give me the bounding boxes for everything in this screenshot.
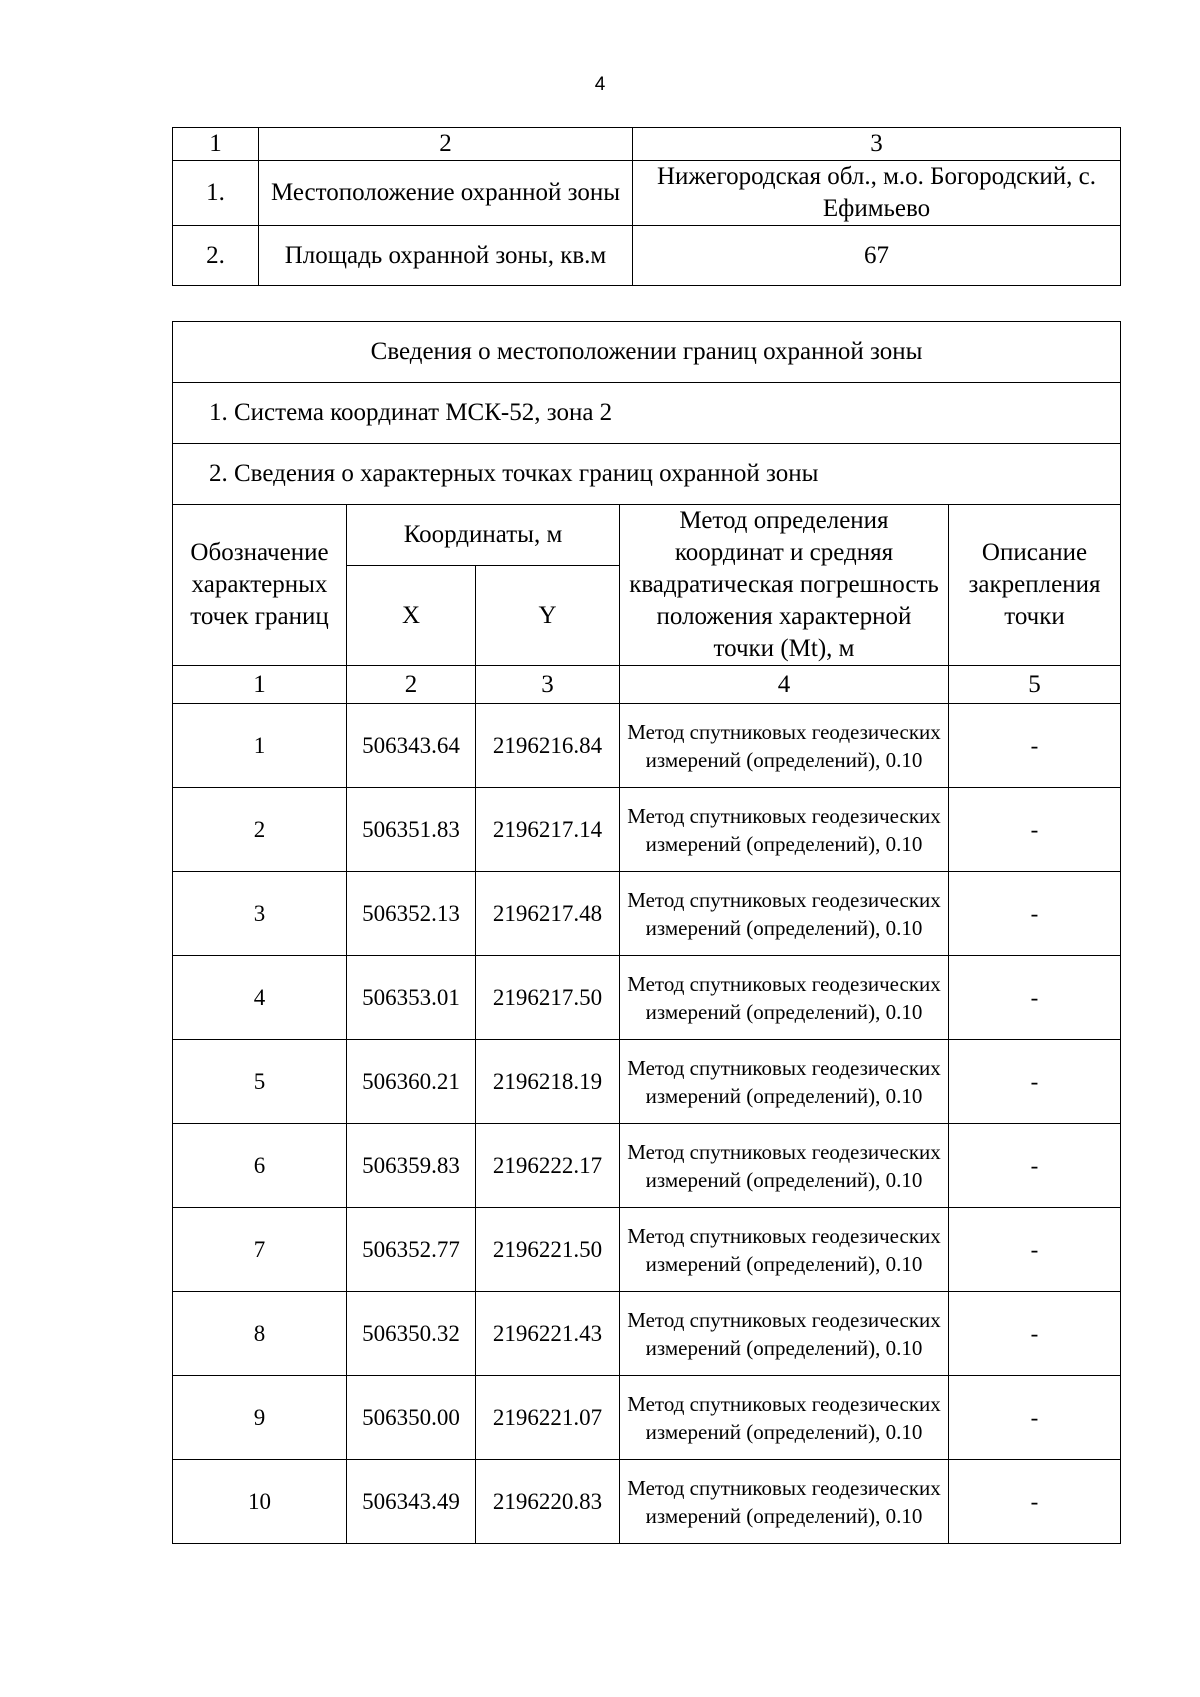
point-id: 1 (173, 704, 347, 788)
point-method: Метод спутниковых геодезических измерений (определений), 0.10 (620, 1460, 949, 1544)
point-x: 506343.64 (347, 704, 476, 788)
table-row (173, 956, 1121, 1040)
points-table (172, 321, 1121, 1544)
point-id: 5 (173, 1040, 347, 1124)
point-desc: - (949, 1208, 1121, 1292)
point-id: 10 (173, 1460, 347, 1544)
column-number: 3 (476, 666, 620, 704)
point-desc: - (949, 872, 1121, 956)
point-id: 3 (173, 872, 347, 956)
table-row (173, 1124, 1121, 1208)
point-y: 2196217.14 (476, 788, 620, 872)
table-row (173, 1292, 1121, 1376)
point-y: 2196220.83 (476, 1460, 620, 1544)
col-coords-header: Координаты, м (347, 505, 620, 566)
point-x: 506353.01 (347, 956, 476, 1040)
point-method: Метод спутниковых геодезических измерений (определений), 0.10 (620, 788, 949, 872)
column-number: 5 (949, 666, 1121, 704)
section-row (173, 444, 1121, 505)
summary-row-location (173, 161, 1121, 226)
point-x: 506352.77 (347, 1208, 476, 1292)
point-x: 506351.83 (347, 788, 476, 872)
point-method: Метод спутниковых геодезических измерений (определений), 0.10 (620, 704, 949, 788)
point-x: 506359.83 (347, 1124, 476, 1208)
summary-col-2: 2 (259, 128, 633, 161)
coord-system-row (173, 383, 1121, 444)
point-desc: - (949, 1040, 1121, 1124)
table-row (173, 1460, 1121, 1544)
point-y: 2196217.50 (476, 956, 620, 1040)
point-method: Метод спутниковых геодезических измерений (определений), 0.10 (620, 1376, 949, 1460)
summary-row-number: 2. (173, 226, 259, 286)
point-id: 9 (173, 1376, 347, 1460)
column-number: 1 (173, 666, 347, 704)
point-method: Метод спутниковых геодезических измерений (определений), 0.10 (620, 1040, 949, 1124)
point-y: 2196221.43 (476, 1292, 620, 1376)
point-y: 2196221.50 (476, 1208, 620, 1292)
summary-row-value: 67 (633, 226, 1121, 286)
column-number: 4 (620, 666, 949, 704)
table-row (173, 1208, 1121, 1292)
point-id: 8 (173, 1292, 347, 1376)
point-y: 2196222.17 (476, 1124, 620, 1208)
col-designation-header: Обозначение характерных точек границ (173, 505, 347, 666)
col-method-header: Метод определения координат и средняя квадратическая погрешность положения характерной точки (Mt), м (620, 505, 949, 666)
point-desc: - (949, 1460, 1121, 1544)
point-y: 2196217.48 (476, 872, 620, 956)
point-method: Метод спутниковых геодезических измерений (определений), 0.10 (620, 872, 949, 956)
point-x: 506343.49 (347, 1460, 476, 1544)
table-row (173, 872, 1121, 956)
point-x: 506360.21 (347, 1040, 476, 1124)
point-method: Метод спутниковых геодезических измерений (определений), 0.10 (620, 1208, 949, 1292)
point-id: 2 (173, 788, 347, 872)
point-x: 506352.13 (347, 872, 476, 956)
point-method: Метод спутниковых геодезических измерений (определений), 0.10 (620, 1124, 949, 1208)
point-id: 4 (173, 956, 347, 1040)
point-desc: - (949, 1292, 1121, 1376)
point-desc: - (949, 788, 1121, 872)
table-row (173, 788, 1121, 872)
point-x: 506350.32 (347, 1292, 476, 1376)
summary-row-area (173, 226, 1121, 286)
point-id: 6 (173, 1124, 347, 1208)
coord-system: 1. Система координат МСК-52, зона 2 (173, 383, 1121, 444)
points-title: Сведения о местоположении границ охранной зоны (173, 322, 1121, 383)
section-title: 2. Сведения о характерных точках границ охранной зоны (173, 444, 1121, 505)
point-desc: - (949, 704, 1121, 788)
points-header-row (173, 505, 1121, 566)
summary-header-row (173, 128, 1121, 161)
summary-row-label: Местоположение охранной зоны (259, 161, 633, 226)
point-y: 2196216.84 (476, 704, 620, 788)
col-y-header: Y (476, 566, 620, 666)
summary-row-label: Площадь охранной зоны, кв.м (259, 226, 633, 286)
summary-table (172, 127, 1121, 286)
points-title-row (173, 322, 1121, 383)
column-numbers-row (173, 666, 1121, 704)
point-y: 2196218.19 (476, 1040, 620, 1124)
col-desc-header: Описание закрепления точки (949, 505, 1121, 666)
table-row (173, 1376, 1121, 1460)
point-y: 2196221.07 (476, 1376, 620, 1460)
point-desc: - (949, 1124, 1121, 1208)
point-x: 506350.00 (347, 1376, 476, 1460)
table-row (173, 1040, 1121, 1124)
point-method: Метод спутниковых геодезических измерений (определений), 0.10 (620, 1292, 949, 1376)
col-x-header: X (347, 566, 476, 666)
summary-row-value: Нижегородская обл., м.о. Богородский, с. Ефимьево (633, 161, 1121, 226)
page-number: 4 (594, 74, 606, 95)
point-desc: - (949, 1376, 1121, 1460)
summary-col-3: 3 (633, 128, 1121, 161)
column-number: 2 (347, 666, 476, 704)
summary-col-1: 1 (173, 128, 259, 161)
point-desc: - (949, 956, 1121, 1040)
table-row (173, 704, 1121, 788)
point-id: 7 (173, 1208, 347, 1292)
point-method: Метод спутниковых геодезических измерений (определений), 0.10 (620, 956, 949, 1040)
summary-row-number: 1. (173, 161, 259, 226)
